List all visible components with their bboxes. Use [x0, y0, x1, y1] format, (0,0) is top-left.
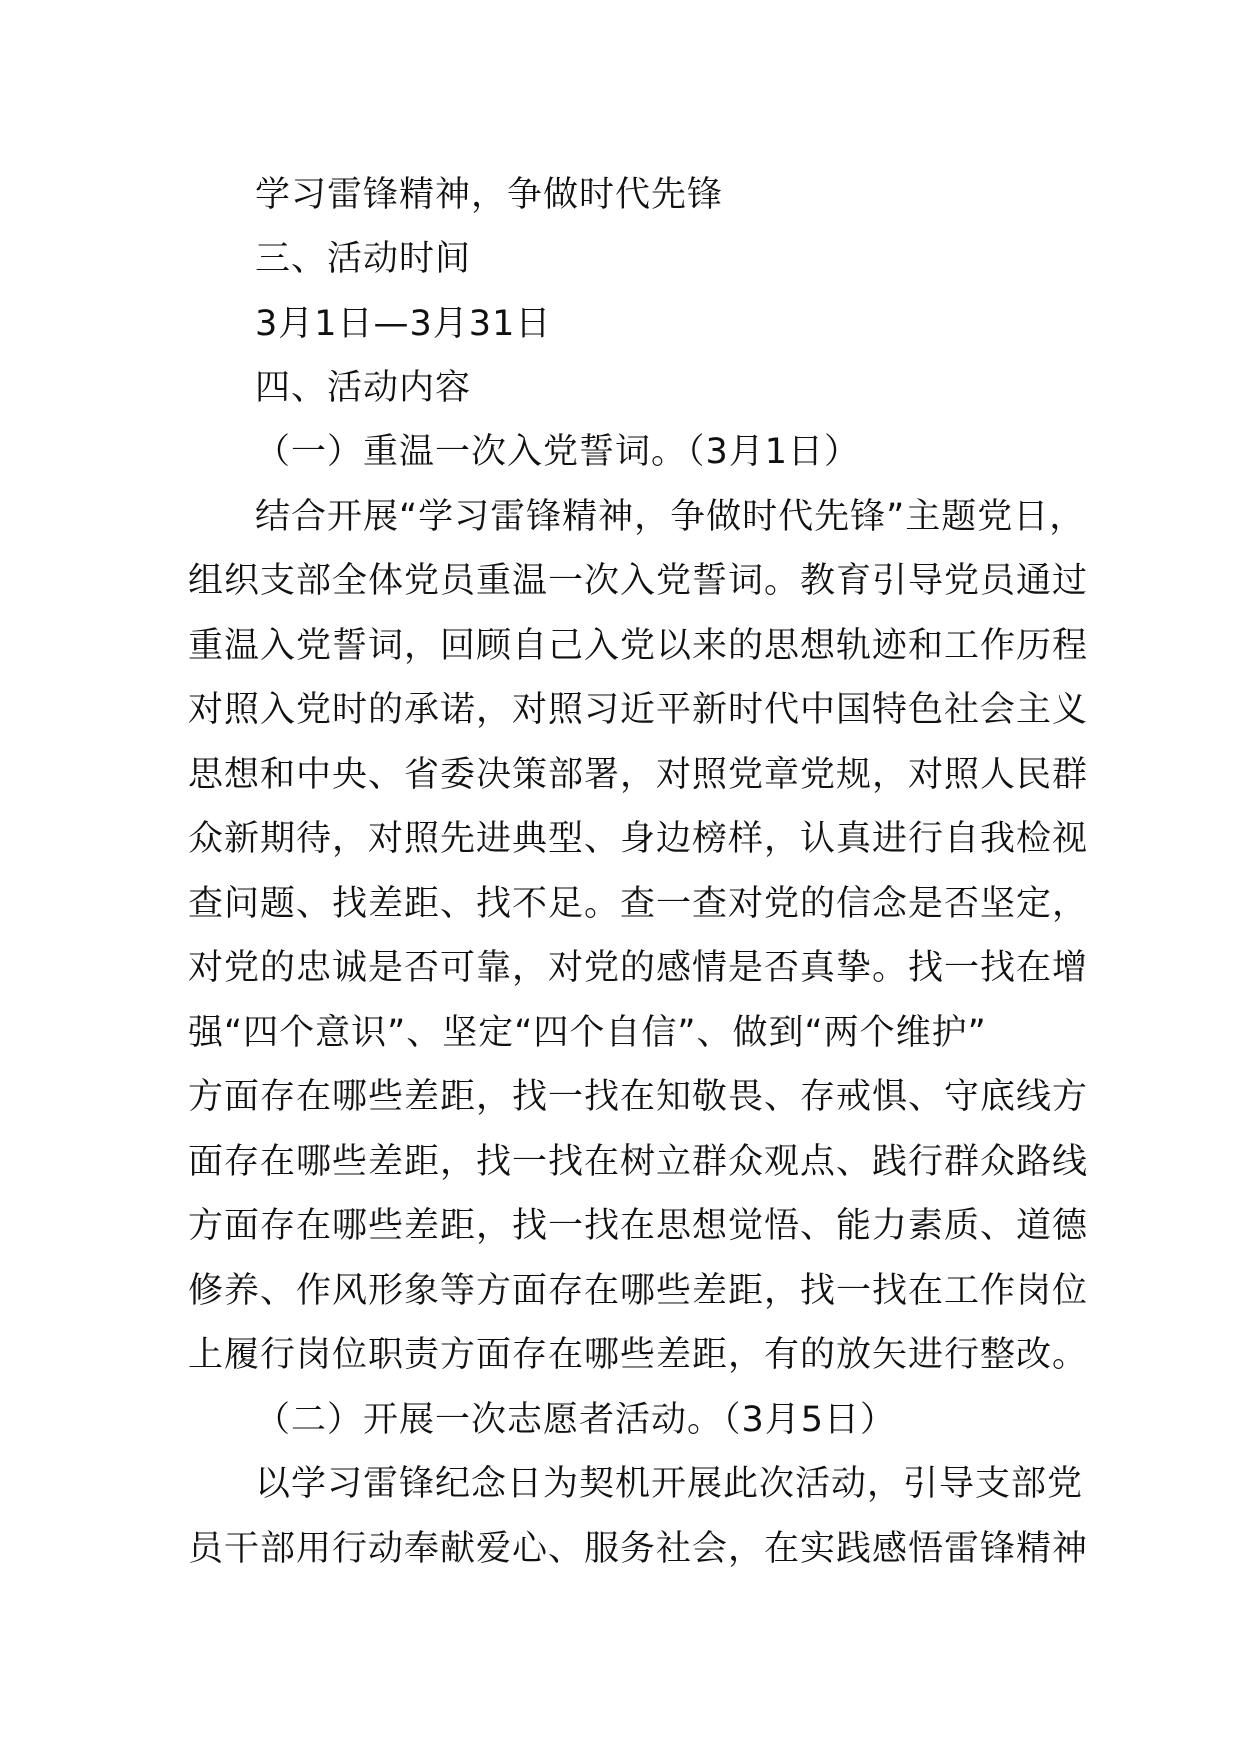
- paragraph-line: 重温入党誓词，回顾自己入党以来的思想轨迹和工作历程: [188, 626, 1089, 666]
- paragraph-line: 查问题、找差距、找不足。查一查对党的信念是否坚定，: [188, 884, 1089, 924]
- paragraph-line: 众新期待，对照先进典型、身边榜样，认真进行自我检视: [188, 819, 1089, 859]
- paragraph-line: 组织支部全体党员重温一次入党誓词。教育引导党员通过: [188, 561, 1089, 601]
- theme-line: 学习雷锋精神，争做时代先锋: [255, 175, 724, 215]
- paragraph-line: 修养、作风形象等方面存在哪些差距，找一找在工作岗位: [188, 1271, 1089, 1311]
- paragraph-line: 上履行岗位职责方面存在哪些差距，有的放矢进行整改。: [188, 1335, 1089, 1375]
- paragraph-line: 对照入党时的承诺，对照习近平新时代中国特色社会主义: [188, 690, 1089, 730]
- paragraph-line: 员干部用行动奉献爱心、服务社会，在实践感悟雷锋精神: [188, 1529, 1089, 1569]
- paragraph-line: 方面存在哪些差距，找一找在思想觉悟、能力素质、道德: [188, 1206, 1089, 1246]
- section-heading-activity-content: 四、活动内容: [255, 368, 472, 408]
- subheading-volunteer-activity: （二）开展一次志愿者活动。（3月5日）: [255, 1400, 897, 1440]
- subheading-oath-review: （一）重温一次入党誓词。（3月1日）: [255, 432, 861, 472]
- paragraph-line: 以学习雷锋纪念日为契机开展此次活动，引导支部党: [255, 1464, 1084, 1504]
- section-heading-activity-time: 三、活动时间: [255, 239, 472, 279]
- activity-date-range: 3月1日—3月31日: [255, 304, 552, 344]
- paragraph-line: 面存在哪些差距，找一找在树立群众观点、践行群众路线: [188, 1142, 1089, 1182]
- paragraph-line: 方面存在哪些差距，找一找在知敬畏、存戒惧、守底线方: [188, 1077, 1089, 1117]
- paragraph-line: 对党的忠诚是否可靠，对党的感情是否真挚。找一找在增: [188, 948, 1089, 988]
- paragraph-line: 思想和中央、省委决策部署，对照党章党规，对照人民群: [188, 755, 1089, 795]
- paragraph-line: 结合开展“学习雷锋精神，争做时代先锋”主题党日，: [255, 497, 1086, 537]
- paragraph-line: 强“四个意识”、坚定“四个自信”、做到“两个维护”: [188, 1013, 987, 1053]
